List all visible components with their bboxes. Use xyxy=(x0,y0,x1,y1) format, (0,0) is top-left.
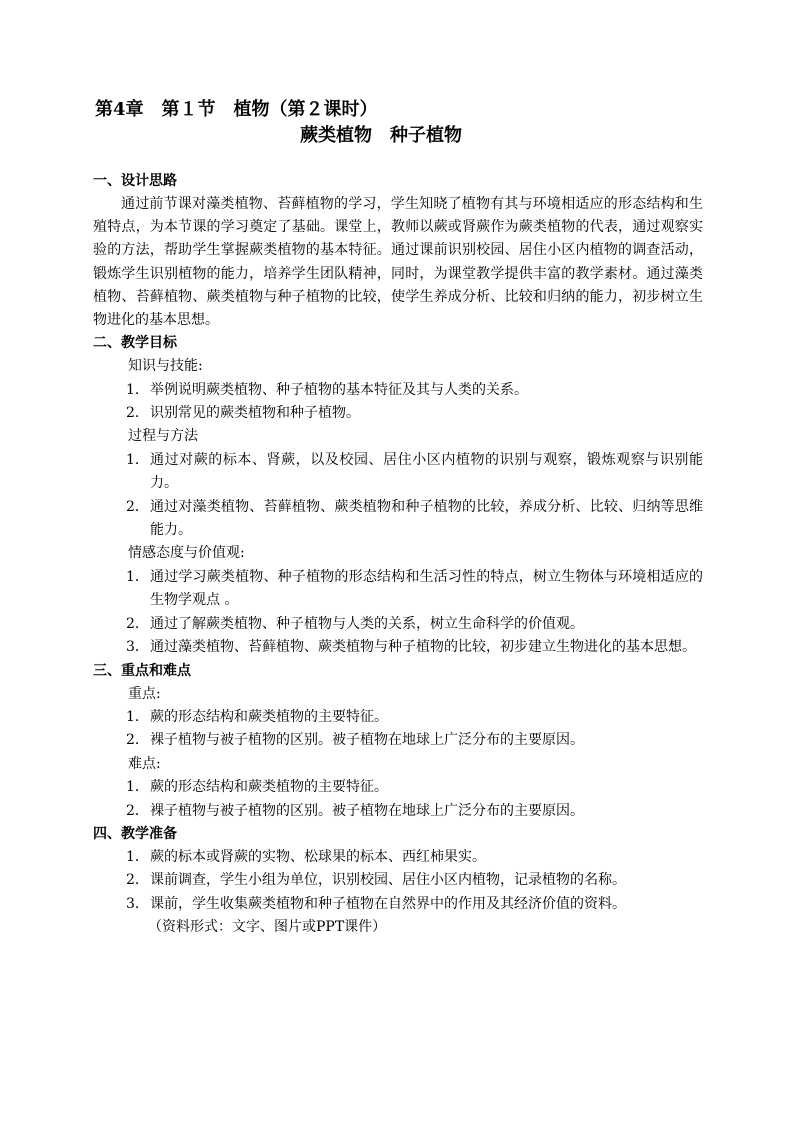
section-heading-prep: 四、教学准备 xyxy=(93,825,177,842)
list-item xyxy=(126,613,703,636)
list-item xyxy=(126,636,703,659)
section-heading-design: 一、设计思路 xyxy=(93,173,177,189)
list-text: 举例说明蕨类植物、种子植物的基本特征及其与人类的关系。 xyxy=(150,381,528,398)
materials-note: （资料形式：文字、图片或PPT课件） xyxy=(148,919,387,936)
list-text: 识别常见的蕨类植物和种子植物。 xyxy=(150,405,360,422)
section-heading-key: 三、重点和难点 xyxy=(93,662,191,679)
list-text: 裸子植物与被子植物的区别。被子植物在地球上广泛分布的主要原因。 xyxy=(150,732,584,749)
list-item xyxy=(126,496,703,543)
list-number: 2． xyxy=(126,498,149,515)
list-item xyxy=(126,402,703,425)
list-text: 课前调查，学生小组为单位，识别校园、居住小区内植物，记录植物的名称。 xyxy=(150,872,626,889)
list-text: 通过了解蕨类植物、种子植物与人类的关系，树立生命科学的价值观。 xyxy=(150,615,584,632)
list-number: 3． xyxy=(126,895,149,912)
list-item xyxy=(126,449,703,496)
list-item xyxy=(126,869,703,892)
list-text: 通过学习蕨类植物、种子植物的形态结构和生活习性的特点，树立生物体与环境相适应的生物学观点 。 xyxy=(150,568,703,609)
list-number: 1． xyxy=(126,708,149,725)
list-text: 通过对藻类植物、苔藓植物、蕨类植物和种子植物的比较，养成分析、比较、归纳等思维能力。 xyxy=(150,498,703,539)
list-number: 2． xyxy=(126,732,149,749)
document-body xyxy=(93,170,703,940)
list-item xyxy=(126,800,703,823)
list-item xyxy=(126,729,703,752)
list-number: 2． xyxy=(126,405,149,422)
process-label: 过程与方法 xyxy=(128,428,198,445)
list-text: 蕨的标本或肾蕨的实物、松球果的标本、西红柿果实。 xyxy=(150,848,486,865)
key-label: 重点: xyxy=(128,685,161,702)
attitude-label: 情感态度与价值观: xyxy=(128,545,245,562)
list-item xyxy=(126,893,703,916)
list-number: 1． xyxy=(126,568,149,585)
list-number: 3． xyxy=(126,639,149,656)
difficult-label: 难点: xyxy=(128,755,161,772)
list-item xyxy=(126,846,703,869)
lesson-title: 蕨类植物 种子植物 xyxy=(300,125,462,146)
list-text: 蕨的形态结构和蕨类植物的主要特征。 xyxy=(150,708,388,725)
list-number: 1． xyxy=(126,848,149,865)
list-text: 通过藻类植物、苔藓植物、蕨类植物与种子植物的比较，初步建立生物进化的基本思想。 xyxy=(150,639,696,656)
list-item xyxy=(126,566,703,613)
chapter-title: 第4章 第１节 植物（第２课时） xyxy=(95,99,378,120)
list-number: 1． xyxy=(126,451,149,468)
list-number: 2． xyxy=(126,872,149,889)
list-item xyxy=(126,379,703,402)
list-item xyxy=(126,776,703,799)
list-number: 2． xyxy=(126,615,149,632)
section-heading-goals: 二、教学目标 xyxy=(93,335,177,352)
list-text: 裸子植物与被子植物的区别。被子植物在地球上广泛分布的主要原因。 xyxy=(150,802,584,819)
list-item xyxy=(126,706,703,729)
list-text: 课前，学生收集蕨类植物和种子植物在自然界中的作用及其经济价值的资料。 xyxy=(150,895,626,912)
list-number: 1． xyxy=(126,779,149,796)
list-text: 蕨的形态结构和蕨类植物的主要特征。 xyxy=(150,779,388,796)
list-text: 通过对蕨的标本、肾蕨，以及校园、居住小区内植物的识别与观察，锻炼观察与识别能力。 xyxy=(150,451,703,492)
list-number: 2． xyxy=(126,802,149,819)
list-number: 1． xyxy=(126,381,149,398)
knowledge-label: 知识与技能: xyxy=(128,358,203,375)
design-paragraph: 通过前节课对藻类植物、苔藓植物的学习，学生知晓了植物有其与环境相适应的形态结构和生殖特点，为本节课的学习奠定了基础。课堂上，教师以蕨或肾蕨作为蕨类植物的代表，通过观察实验的方法，帮助学生掌握蕨类植物的基本特征。通过课前识别校园、居住小区内植物的调查活动，锻炼学生识别植物的能力，培养学生团队精神，同时，为课堂教学提供丰富的教学素材。通过藻类植物、苔藓植物、蕨类植物与种子植物的比较，使学生养成分析、比较和归纳的能力，初步树立生物进化的基本思想。 xyxy=(93,196,703,329)
